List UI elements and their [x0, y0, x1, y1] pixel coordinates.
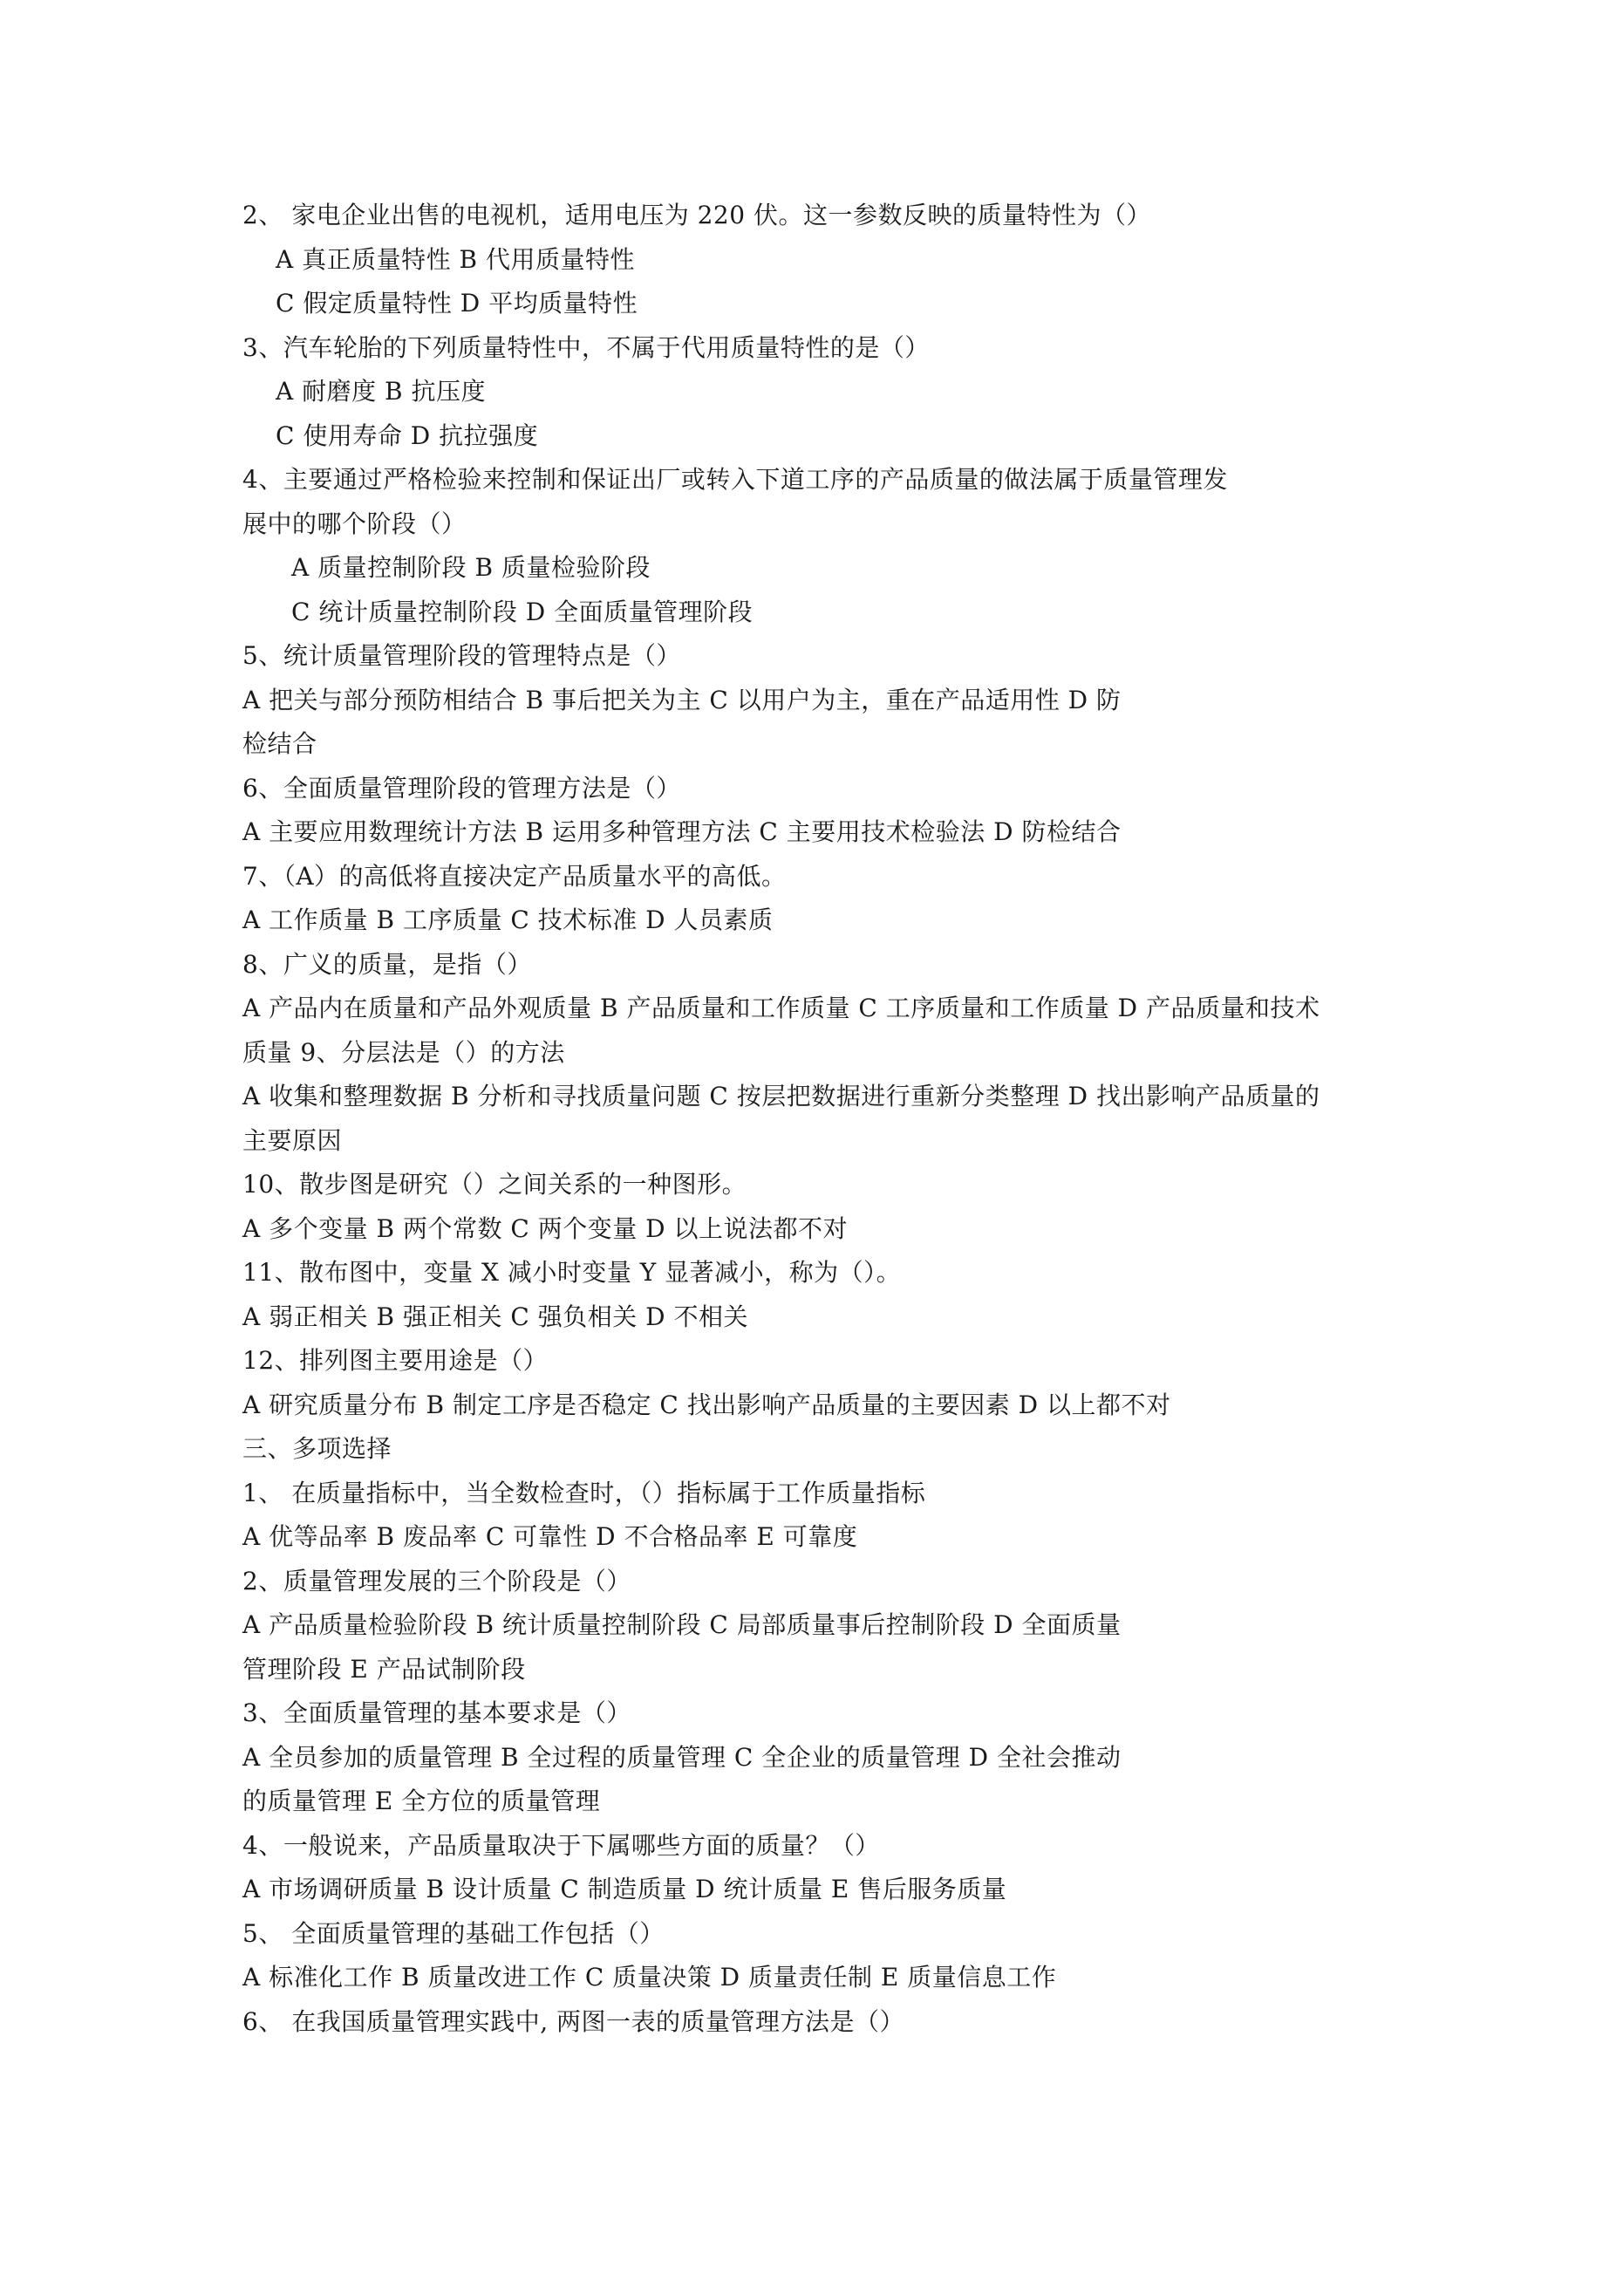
- text-line: A 工作质量 B 工序质量 C 技术标准 D 人员素质: [242, 905, 774, 934]
- text-line: 5、统计质量管理阶段的管理特点是（）: [242, 641, 681, 670]
- text-line: A 全员参加的质量管理 B 全过程的质量管理 C 全企业的质量管理 D 全社会推动: [242, 1742, 1122, 1772]
- text-line: A 真正质量特性 B 代用质量特性: [276, 244, 635, 274]
- text-line: 质量 9、分层法是（）的方法: [242, 1037, 565, 1067]
- text-line: 4、一般说来，产品质量取决于下属哪些方面的质量？（）: [242, 1830, 880, 1860]
- text-line: A 主要应用数理统计方法 B 运用多种管理方法 C 主要用技术检验法 D 防检结合: [242, 817, 1122, 846]
- text-line: A 产品内在质量和产品外观质量 B 产品质量和工作质量 C 工序质量和工作质量 D 产品质量和技术: [242, 994, 1320, 1022]
- text-line: 6、 在我国质量管理实践中, 两图一表的质量管理方法是（）: [242, 2006, 905, 2036]
- text-line: 的质量管理 E 全方位的质量管理: [242, 1787, 601, 1815]
- text-line: 管理阶段 E 产品试制阶段: [242, 1654, 526, 1684]
- text-line: 11、散布图中，变量 X 减小时变量 Y 显著减小，称为（）。: [242, 1258, 902, 1287]
- text-line: C 统计质量控制阶段 D 全面质量管理阶段: [291, 597, 754, 626]
- text-line: 2、质量管理发展的三个阶段是（）: [242, 1566, 631, 1596]
- text-line: 3、全面质量管理的基本要求是（）: [242, 1698, 631, 1727]
- text-line: A 收集和整理数据 B 分析和寻找质量问题 C 按层把数据进行重新分类整理 D 找出影响产品质量的: [242, 1082, 1320, 1110]
- text-line: 4、主要通过严格检验来控制和保证出厂或转入下道工序的产品质量的做法属于质量管理发: [242, 465, 1228, 494]
- text-line: 6、全面质量管理阶段的管理方法是（）: [242, 773, 681, 803]
- text-line: 12、排列图主要用途是（）: [242, 1346, 549, 1375]
- text-line: 3、汽车轮胎的下列质量特性中，不属于代用质量特性的是（）: [242, 332, 930, 362]
- text-line: A 弱正相关 B 强正相关 C 强负相关 D 不相关: [242, 1302, 748, 1331]
- text-line: C 使用寿命 D 抗拉强度: [276, 420, 539, 450]
- text-line: 展中的哪个阶段（）: [242, 509, 467, 538]
- text-line: A 研究质量分布 B 制定工序是否稳定 C 找出影响产品质量的主要因素 D 以上都不对: [242, 1390, 1171, 1419]
- text-line: A 产品质量检验阶段 B 统计质量控制阶段 C 局部质量事后控制阶段 D 全面质量: [242, 1610, 1122, 1639]
- text-line: 1、 在质量指标中，当全数检查时，（）指标属于工作质量指标: [242, 1478, 926, 1507]
- text-line: 8、广义的质量，是指（）: [242, 949, 532, 979]
- text-line: A 耐磨度 B 抗压度: [276, 377, 486, 406]
- document-body: [242, 194, 1402, 2044]
- text-line: A 市场调研质量 B 设计质量 C 制造质量 D 统计质量 E 售后服务质量: [242, 1875, 1007, 1903]
- text-line: 检结合: [242, 729, 317, 758]
- text-line: 2、 家电企业出售的电视机，适用电压为 220 伏。这一参数反映的质量特性为（）: [242, 201, 1151, 229]
- text-line: A 质量控制阶段 B 质量检验阶段: [291, 553, 651, 582]
- text-line: A 多个变量 B 两个常数 C 两个变量 D 以上说法都不对: [242, 1213, 848, 1243]
- text-line: A 优等品率 B 废品率 C 可靠性 D 不合格品率 E 可靠度: [242, 1522, 858, 1551]
- text-line: 5、 全面质量管理的基础工作包括（）: [242, 1918, 665, 1948]
- text-line: 主要原因: [242, 1125, 343, 1155]
- text-line: 10、散步图是研究（）之间关系的一种图形。: [242, 1170, 747, 1199]
- text-line: 三、多项选择: [242, 1434, 392, 1463]
- text-line: A 把关与部分预防相结合 B 事后把关为主 C 以用户为主，重在产品适用性 D 防: [242, 685, 1122, 714]
- text-line: 7、（A）的高低将直接决定产品质量水平的高低。: [242, 861, 787, 891]
- text-line: C 假定质量特性 D 平均质量特性: [276, 289, 638, 318]
- text-line: A 标准化工作 B 质量改进工作 C 质量决策 D 质量责任制 E 质量信息工作: [242, 1963, 1057, 1992]
